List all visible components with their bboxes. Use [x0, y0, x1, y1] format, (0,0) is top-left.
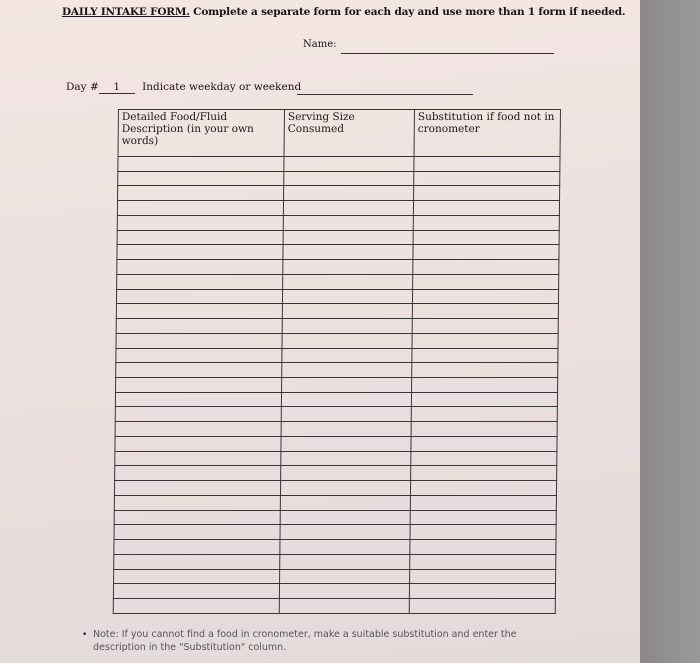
table-row: [118, 157, 560, 172]
form-title-bold: DAILY INTAKE FORM.: [62, 6, 190, 18]
table-row: [114, 481, 556, 496]
table-row: [117, 245, 559, 260]
bullet-icon: •: [82, 630, 88, 640]
day-number-field[interactable]: 1: [99, 81, 135, 94]
table-cell[interactable]: [116, 333, 282, 348]
table-cell[interactable]: [280, 525, 410, 540]
header-food-description: Detailed Food/Fluid Description (in your own words): [118, 110, 284, 157]
table-cell[interactable]: [411, 466, 557, 481]
table-cell[interactable]: [280, 510, 410, 525]
table-cell[interactable]: [116, 319, 282, 334]
day-label: Day #: [66, 81, 99, 93]
table-cell[interactable]: [113, 599, 279, 614]
table-cell[interactable]: [412, 304, 558, 319]
table-cell[interactable]: [114, 481, 280, 496]
table-cell[interactable]: [413, 215, 559, 230]
table-cell[interactable]: [410, 569, 556, 584]
table-cell[interactable]: [116, 378, 282, 393]
table-cell[interactable]: [411, 436, 557, 451]
note: [82, 628, 563, 654]
table-cell[interactable]: [281, 451, 411, 466]
table-row: [115, 422, 557, 437]
table-cell[interactable]: [116, 363, 282, 378]
table-cell[interactable]: [413, 274, 559, 289]
table-cell[interactable]: [283, 260, 413, 275]
table-cell[interactable]: [114, 569, 280, 584]
table-cell[interactable]: [116, 289, 282, 304]
table-cell[interactable]: [117, 215, 283, 230]
table-cell[interactable]: [283, 201, 413, 216]
table-cell[interactable]: [282, 319, 412, 334]
table-cell[interactable]: [283, 215, 413, 230]
table-cell[interactable]: [282, 378, 412, 393]
table-cell[interactable]: [410, 510, 556, 525]
table-cell[interactable]: [413, 260, 559, 275]
table-cell[interactable]: [116, 304, 282, 319]
table-cell[interactable]: [413, 245, 559, 260]
table-row: [114, 510, 556, 525]
table-cell[interactable]: [117, 230, 283, 245]
table-cell[interactable]: [412, 348, 558, 363]
table-cell[interactable]: [283, 274, 413, 289]
table-cell[interactable]: [414, 157, 560, 172]
table-cell[interactable]: [281, 392, 411, 407]
table-cell[interactable]: [280, 481, 410, 496]
table-cell[interactable]: [412, 319, 558, 334]
table-cell[interactable]: [115, 451, 281, 466]
table-row: [117, 215, 559, 230]
table-row: [116, 378, 558, 393]
table-cell[interactable]: [117, 201, 283, 216]
intake-table-wrapper: [113, 109, 560, 614]
table-row: [113, 599, 555, 614]
table-cell[interactable]: [281, 436, 411, 451]
table-row: [115, 451, 557, 466]
table-cell[interactable]: [117, 274, 283, 289]
table-cell[interactable]: [116, 348, 282, 363]
table-row: [115, 436, 557, 451]
table-cell[interactable]: [280, 540, 410, 555]
table-row: [114, 495, 556, 510]
weekday-field-line[interactable]: [297, 94, 473, 95]
table-cell[interactable]: [282, 348, 412, 363]
name-label: Name:: [303, 39, 337, 50]
table-cell[interactable]: [118, 157, 284, 172]
table-cell[interactable]: [412, 289, 558, 304]
table-cell[interactable]: [414, 171, 560, 186]
table-cell[interactable]: [281, 466, 411, 481]
table-row: [117, 230, 559, 245]
table-row: [116, 319, 558, 334]
table-cell[interactable]: [114, 540, 280, 555]
table-row: [118, 186, 560, 201]
table-cell[interactable]: [115, 392, 281, 407]
table-cell[interactable]: [283, 230, 413, 245]
table-cell[interactable]: [284, 186, 414, 201]
table-cell[interactable]: [115, 436, 281, 451]
form-title-instructions: Complete a separate form for each day and use more than 1 form if needed.: [189, 6, 626, 18]
table-cell[interactable]: [409, 584, 555, 599]
table-row: [116, 348, 558, 363]
table-cell[interactable]: [410, 495, 556, 510]
table-row: [114, 540, 556, 555]
table-row: [115, 466, 557, 481]
table-cell[interactable]: [280, 554, 410, 569]
table-row: [118, 171, 560, 186]
table-cell[interactable]: [114, 525, 280, 540]
table-row: [115, 392, 557, 407]
table-cell[interactable]: [115, 466, 281, 481]
table-cell[interactable]: [411, 392, 557, 407]
table-cell[interactable]: [410, 525, 556, 540]
table-row: [114, 554, 556, 569]
intake-table: [113, 109, 561, 614]
table-row: [116, 363, 558, 378]
table-row: [116, 289, 558, 304]
table-cell[interactable]: [279, 599, 409, 614]
table-cell[interactable]: [410, 481, 556, 496]
table-cell[interactable]: [282, 333, 412, 348]
table-cell[interactable]: [114, 495, 280, 510]
table-cell[interactable]: [113, 584, 279, 599]
table-cell[interactable]: [410, 554, 556, 569]
table-cell[interactable]: [118, 186, 284, 201]
background-strip: [640, 0, 700, 663]
name-field-line[interactable]: [341, 53, 554, 54]
table-cell[interactable]: [284, 157, 414, 172]
table-cell[interactable]: [411, 407, 557, 422]
table-cell[interactable]: [411, 422, 557, 437]
table-row: [114, 525, 556, 540]
header-serving-size: Serving Size Consumed: [284, 110, 414, 157]
table-cell[interactable]: [412, 378, 558, 393]
form-title: [62, 6, 625, 18]
table-cell[interactable]: [413, 230, 559, 245]
table-cell[interactable]: [115, 422, 281, 437]
table-row: [115, 407, 557, 422]
table-cell[interactable]: [114, 510, 280, 525]
weekday-label: Indicate weekday or weekend: [142, 81, 302, 93]
table-cell[interactable]: [280, 569, 410, 584]
table-cell[interactable]: [284, 171, 414, 186]
table-cell[interactable]: [412, 333, 558, 348]
table-row: [116, 333, 558, 348]
table-cell[interactable]: [117, 245, 283, 260]
table-cell[interactable]: [114, 554, 280, 569]
table-cell[interactable]: [115, 407, 281, 422]
table-cell[interactable]: [282, 304, 412, 319]
header-substitution: Substitution if food not in cronometer: [414, 110, 560, 157]
table-row: [116, 304, 558, 319]
note-text: Note: If you cannot find a food in cronometer, make a suitable substitution and enter the description in the "Substitution" column.: [93, 629, 517, 653]
table-cell[interactable]: [409, 599, 555, 614]
table-cell[interactable]: [281, 407, 411, 422]
table-cell[interactable]: [410, 540, 556, 555]
table-header-row: [118, 110, 560, 157]
table-cell[interactable]: [414, 186, 560, 201]
table-cell[interactable]: [280, 495, 410, 510]
table-row: [113, 584, 555, 599]
table-cell[interactable]: [411, 451, 557, 466]
table-cell[interactable]: [283, 245, 413, 260]
table-cell[interactable]: [117, 260, 283, 275]
table-row: [117, 274, 559, 289]
table-cell[interactable]: [281, 422, 411, 437]
table-cell[interactable]: [279, 584, 409, 599]
table-cell[interactable]: [118, 171, 284, 186]
day-row: [66, 81, 301, 94]
table-cell[interactable]: [412, 363, 558, 378]
table-cell[interactable]: [413, 201, 559, 216]
table-cell[interactable]: [282, 363, 412, 378]
table-cell[interactable]: [282, 289, 412, 304]
table-body: [113, 157, 560, 614]
table-row: [117, 260, 559, 275]
table-row: [117, 201, 559, 216]
table-row: [114, 569, 556, 584]
